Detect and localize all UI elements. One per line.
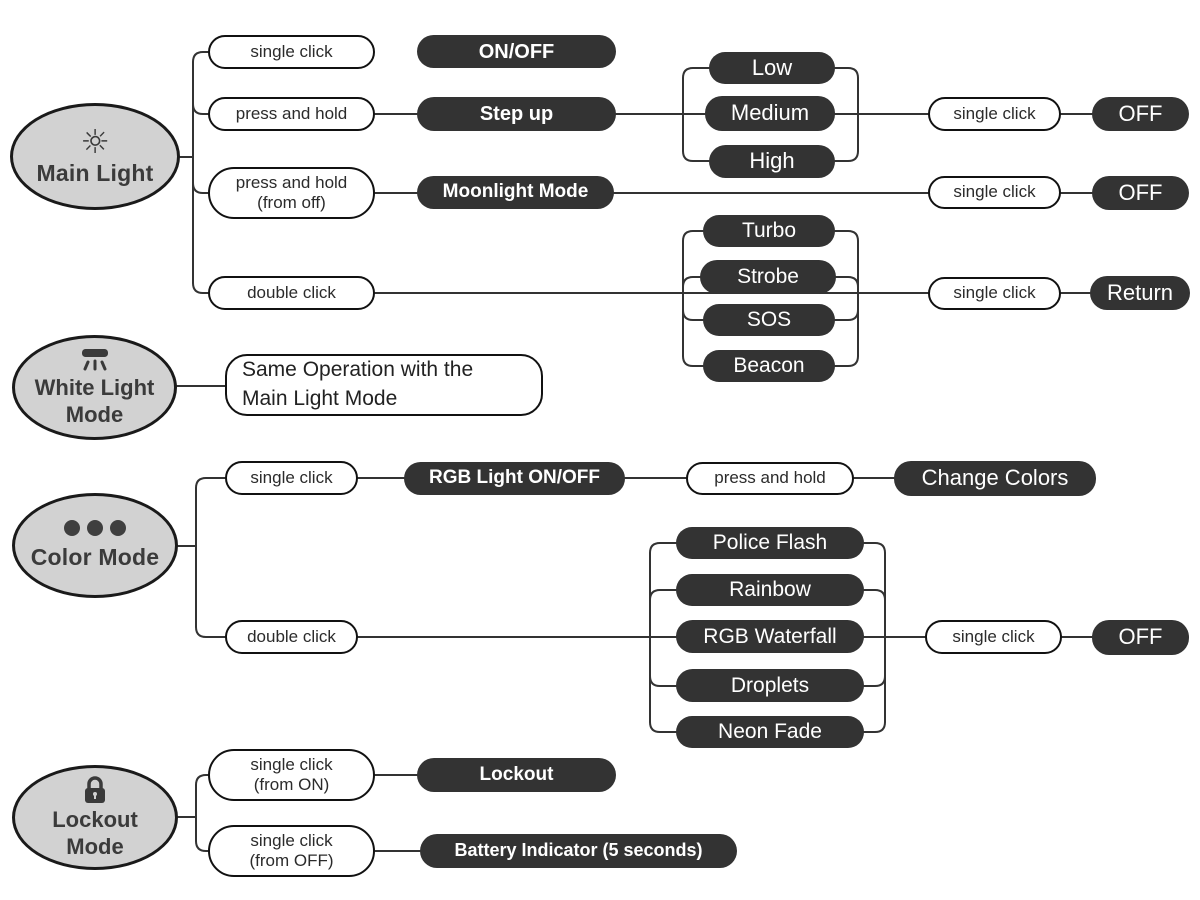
trigger-press-and-hold-color: press and hold — [686, 462, 854, 495]
trigger-single-click-color: single click — [225, 461, 358, 495]
mode-title-white-light-line2: Mode — [65, 401, 124, 427]
action-off-moonlight: OFF — [1092, 176, 1189, 210]
sun-icon: ☼ — [80, 122, 110, 162]
effect-rgb-waterfall: RGB Waterfall — [676, 620, 864, 653]
effect-rainbow: Rainbow — [676, 574, 864, 606]
ceiling-light-icon — [78, 347, 112, 373]
mode-title-main-light: Main Light — [36, 160, 154, 187]
action-return: Return — [1090, 276, 1190, 310]
action-step-up: Step up — [417, 97, 616, 131]
mode-title-lockout-line1: Lockout — [52, 807, 138, 833]
effect-police-flash: Police Flash — [676, 527, 864, 559]
dots-icon — [64, 520, 126, 536]
trigger-single-click-return: single click — [928, 277, 1061, 310]
trigger-single-click-from-off: single click (from OFF) — [208, 825, 375, 877]
mode-ellipse-lockout — [12, 765, 178, 870]
trigger-double-click-color: double click — [225, 620, 358, 654]
special-mode-beacon: Beacon — [703, 350, 835, 382]
level-high: High — [709, 145, 835, 178]
level-low: Low — [709, 52, 835, 84]
lock-icon — [81, 775, 109, 805]
action-off-levels: OFF — [1092, 97, 1189, 131]
special-mode-turbo: Turbo — [703, 215, 835, 247]
trigger-single-click-effects-off: single click — [925, 620, 1062, 654]
mode-ellipse-white-light — [12, 335, 177, 440]
action-off-effects: OFF — [1092, 620, 1189, 655]
note-same-operation: Same Operation with the Main Light Mode — [225, 354, 543, 416]
special-mode-strobe: Strobe — [700, 260, 836, 294]
action-on-off: ON/OFF — [417, 35, 616, 68]
trigger-press-and-hold-from-off: press and hold (from off) — [208, 167, 375, 219]
level-medium: Medium — [705, 96, 835, 131]
special-mode-sos: SOS — [703, 304, 835, 336]
trigger-press-and-hold-main: press and hold — [208, 97, 375, 131]
mode-title-color-mode: Color Mode — [30, 543, 160, 570]
mode-ellipse-color-mode — [12, 493, 178, 598]
trigger-single-click-main: single click — [208, 35, 375, 69]
trigger-single-click-moonlight-off: single click — [928, 176, 1061, 209]
action-moonlight-mode: Moonlight Mode — [417, 176, 614, 209]
action-rgb-light-on-off: RGB Light ON/OFF — [404, 462, 625, 495]
mode-title-white-light-line1: White Light — [34, 375, 155, 401]
action-battery-indicator: Battery Indicator (5 seconds) — [420, 834, 737, 868]
trigger-single-click-levels-off: single click — [928, 97, 1061, 131]
effect-neon-fade: Neon Fade — [676, 716, 864, 748]
action-change-colors: Change Colors — [894, 461, 1096, 496]
effect-droplets: Droplets — [676, 669, 864, 702]
mode-ellipse-main-light — [10, 103, 180, 210]
trigger-single-click-from-on: single click (from ON) — [208, 749, 375, 801]
action-lockout: Lockout — [417, 758, 616, 792]
mode-title-lockout-line2: Mode — [66, 833, 124, 859]
trigger-double-click-main: double click — [208, 276, 375, 310]
